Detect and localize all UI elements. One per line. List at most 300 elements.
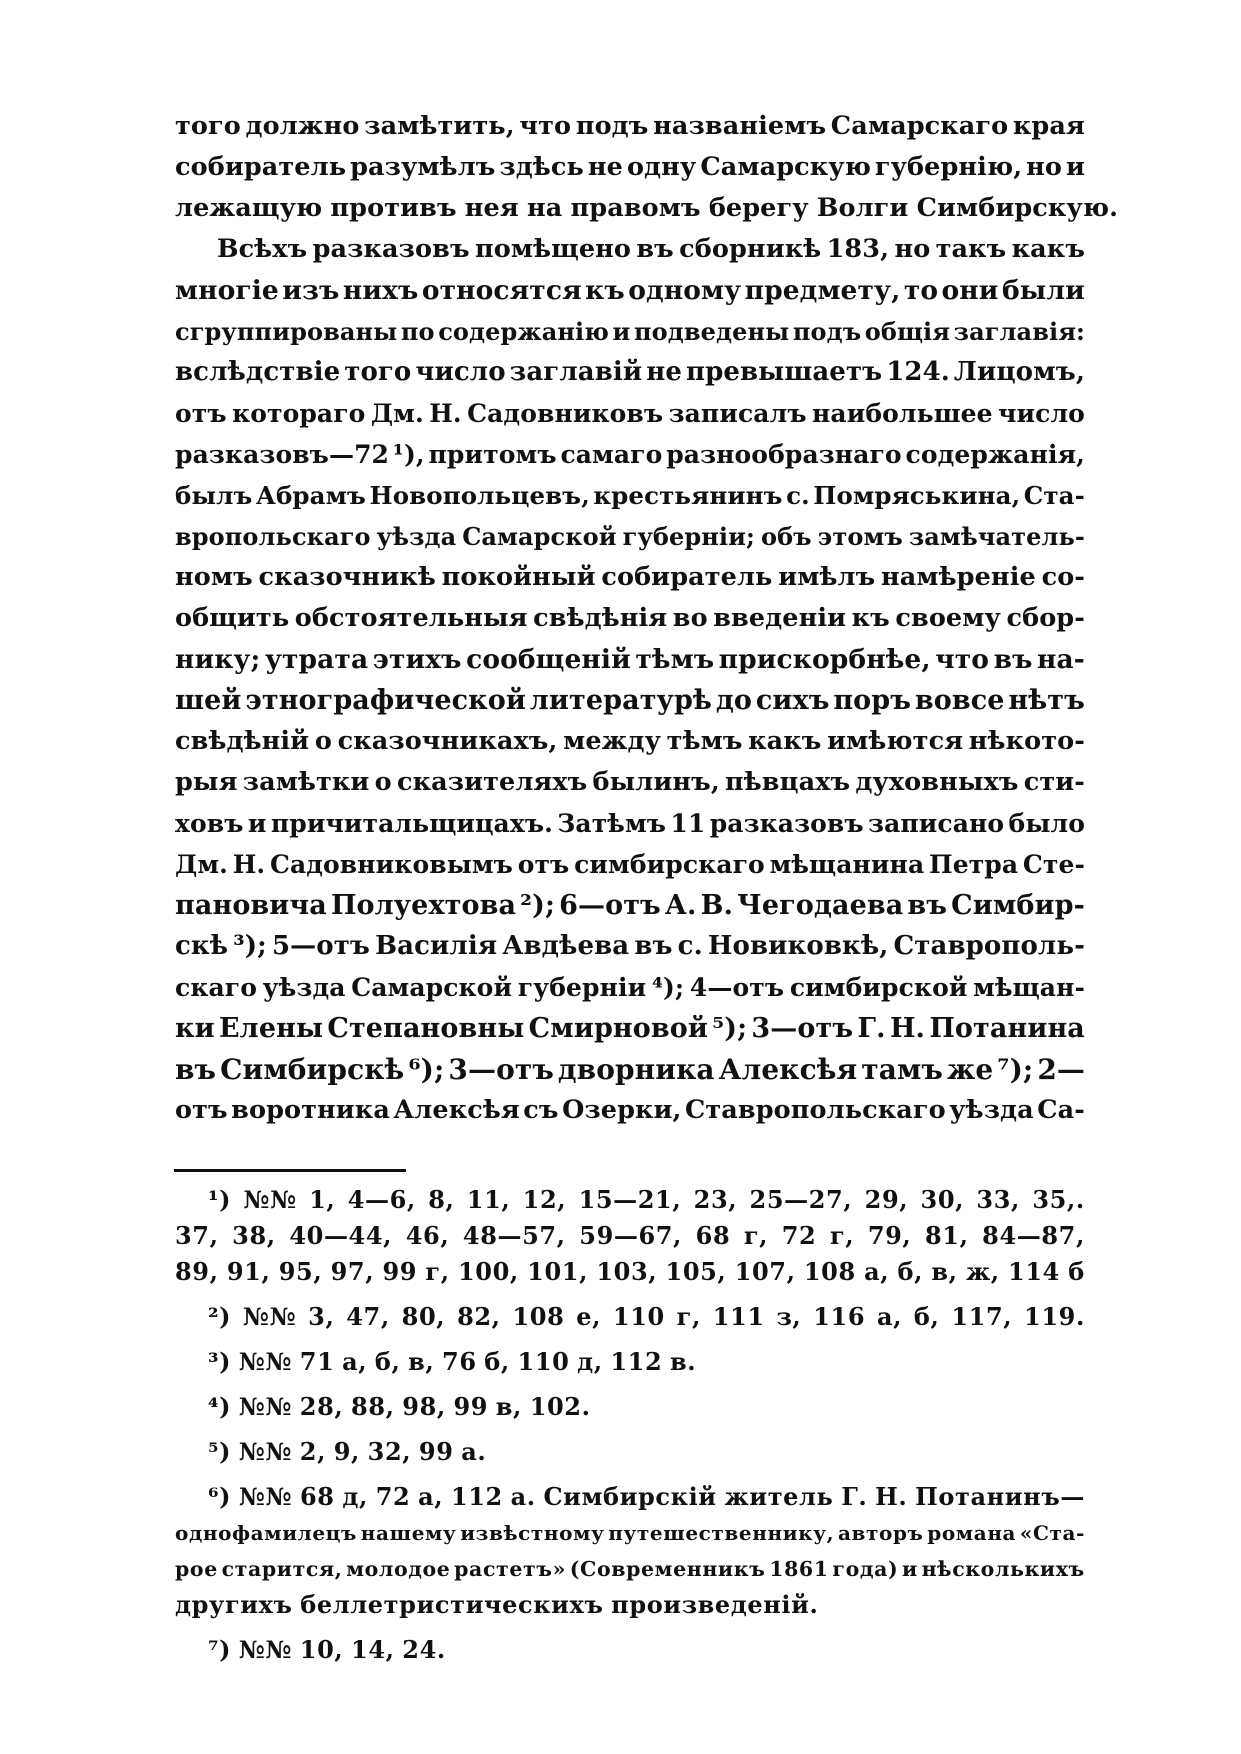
word: нашему	[360, 1521, 457, 1545]
word: до	[715, 685, 753, 716]
word: 3,	[308, 1302, 335, 1331]
word: 89,	[175, 1257, 219, 1286]
word: Н.	[889, 1013, 926, 1044]
word: 3—отъ	[448, 1053, 554, 1086]
word: 40—44,	[289, 1221, 393, 1250]
word: Затѣмъ	[557, 809, 667, 838]
word: края	[1012, 111, 1085, 141]
footnote-line	[175, 1299, 1085, 1335]
word: но	[1026, 152, 1063, 182]
footnote-gap	[175, 1380, 1085, 1389]
word: ³);	[233, 931, 267, 961]
word: Помряськина,	[813, 481, 1021, 510]
word: но	[894, 234, 931, 264]
word: (Современникъ	[569, 1557, 766, 1581]
text-line	[175, 680, 1085, 721]
text-line	[175, 639, 1085, 680]
word: 111	[712, 1302, 765, 1331]
word: въ	[993, 644, 1033, 675]
word: 35,.	[1032, 1185, 1085, 1214]
word: Самарскую	[700, 152, 871, 182]
footnote-line	[175, 1218, 1085, 1254]
text-line	[175, 434, 1085, 475]
word: между	[563, 726, 662, 756]
word: вслѣдствіе	[175, 357, 341, 387]
word: предмету,	[744, 275, 901, 306]
word: молодое	[346, 1557, 451, 1581]
word: ⁴)	[208, 1392, 232, 1421]
word: имѣлъ	[778, 562, 876, 592]
word: Симбирскую.	[916, 193, 1119, 223]
word: Потанинъ—	[915, 1482, 1085, 1511]
word: лежащую	[175, 193, 323, 223]
footnote-line	[175, 1551, 1085, 1587]
text-line	[175, 516, 1085, 557]
word: въ	[175, 1053, 217, 1086]
word: г,	[425, 1257, 450, 1286]
word: сказочникахъ,	[337, 726, 558, 756]
word: Петра	[928, 850, 1019, 879]
word: общить	[175, 603, 290, 633]
word: б,	[897, 1257, 924, 1286]
word: б	[1068, 1257, 1085, 1286]
word: 105,	[665, 1257, 727, 1286]
word: ⁷)	[208, 1635, 232, 1664]
text-line	[175, 475, 1085, 516]
word: названіемъ	[653, 111, 827, 141]
word: разказовъ	[312, 234, 470, 264]
word: Дм.	[175, 850, 228, 879]
word: с.	[786, 481, 810, 510]
word: 1861	[769, 1557, 829, 1581]
word: объ	[760, 522, 812, 551]
footnote-line	[175, 1434, 1085, 1470]
word: а,	[864, 1257, 890, 1286]
word: извѣстному	[460, 1521, 605, 1545]
word: 12,	[522, 1185, 567, 1214]
word: собиратель	[601, 562, 773, 592]
word: самаго	[560, 440, 663, 469]
word: Н.	[232, 850, 266, 879]
text-line	[175, 270, 1085, 311]
word: а.	[510, 1482, 536, 1511]
footnote-line	[175, 1182, 1085, 1218]
word: прискорбнѣе,	[718, 644, 931, 675]
word: А.	[664, 890, 697, 921]
word: 76	[442, 1347, 477, 1376]
word: превышаетъ	[685, 357, 883, 387]
word: рое	[175, 1557, 218, 1581]
word: сихъ	[755, 685, 830, 716]
word: свѣдѣній	[175, 726, 310, 756]
word: такъ	[935, 234, 1007, 264]
footnote-line	[175, 1344, 1085, 1380]
word: 33,	[976, 1185, 1020, 1214]
word: ⁶);	[408, 1053, 445, 1086]
text-line	[175, 926, 1085, 967]
word: Смирновой	[528, 1013, 708, 1044]
word: не	[587, 152, 623, 182]
word: подведены	[633, 317, 790, 346]
word: 4—отъ	[689, 973, 785, 1002]
word: о	[314, 726, 332, 756]
word: литературѣ	[529, 685, 713, 716]
word: покойный	[441, 562, 596, 592]
word: отъ	[517, 850, 570, 879]
word: б,	[374, 1347, 401, 1376]
word: 46,	[405, 1221, 450, 1250]
word: 15—21,	[578, 1185, 682, 1214]
word: в.	[669, 1347, 697, 1376]
word: духовныхъ	[855, 767, 1019, 797]
word: подъ	[575, 111, 649, 141]
word: этнографической	[245, 685, 526, 716]
word: 9,	[333, 1437, 360, 1466]
word: противъ	[330, 193, 457, 223]
word: скаго	[175, 973, 257, 1002]
word: замѣчатель-	[908, 522, 1085, 551]
word: 116	[813, 1302, 866, 1331]
word: 114	[1008, 1257, 1060, 1286]
word: нѣкото-	[968, 726, 1085, 756]
word: 2—	[1037, 1053, 1085, 1086]
word: 71	[299, 1347, 335, 1376]
word: ²);	[520, 890, 556, 921]
word: тамъ	[861, 1053, 943, 1086]
text-line	[175, 352, 1085, 393]
footnote-line	[175, 1587, 1085, 1623]
word: б,	[913, 1302, 940, 1331]
word: сборникѣ	[679, 234, 822, 264]
word: В.	[700, 890, 734, 921]
word: скѣ	[175, 931, 229, 961]
word: 28,	[299, 1392, 344, 1421]
word: какъ	[748, 726, 822, 756]
word: тѣмъ	[635, 644, 715, 675]
word: ³)	[208, 1347, 232, 1376]
footnote-separator-rule	[174, 1169, 406, 1172]
word: нику;	[175, 644, 261, 675]
word: 95,	[278, 1257, 323, 1286]
word: по	[400, 317, 435, 346]
text-line	[175, 106, 1085, 147]
word: что	[519, 111, 572, 141]
word: крестьянинъ	[593, 481, 783, 510]
word: е,	[576, 1302, 602, 1331]
word: воротника	[231, 1095, 390, 1125]
word: с.	[677, 931, 703, 961]
word: на-	[1037, 644, 1085, 675]
word: отъ	[175, 399, 227, 428]
word: 59—67,	[579, 1221, 683, 1250]
word: 68	[299, 1482, 335, 1511]
word: 108	[512, 1302, 565, 1331]
word: Ставропольскаго	[685, 1095, 946, 1125]
word: Симбирскій	[543, 1482, 717, 1511]
word: губернію,	[874, 152, 1023, 182]
word: 30,	[920, 1185, 965, 1214]
word: утрата	[264, 644, 369, 675]
word: 6—отъ	[559, 890, 661, 921]
word: обстоятельныя	[294, 603, 528, 633]
word: 99	[418, 1437, 454, 1466]
word: помѣщено	[474, 234, 632, 264]
word: Самарской	[351, 973, 513, 1002]
text-line	[175, 1090, 1085, 1131]
word: Всѣхъ	[217, 234, 308, 264]
word: г,	[743, 1221, 769, 1250]
word: старится,	[221, 1557, 343, 1581]
word: во	[672, 603, 708, 633]
footnote-gap	[175, 1425, 1085, 1434]
word: «Ста-	[1019, 1521, 1085, 1545]
word: №№	[238, 1482, 293, 1511]
word: записано	[868, 809, 1005, 838]
word: берегу	[708, 193, 809, 223]
text-line	[175, 598, 1085, 639]
word: 48—57,	[462, 1221, 566, 1250]
word: 5—отъ	[271, 931, 370, 961]
word: многіе	[175, 275, 279, 306]
word: то	[903, 275, 939, 306]
word: 11,	[466, 1185, 511, 1214]
word: 1,	[309, 1185, 336, 1214]
word: общія	[864, 317, 951, 346]
word: Чегодаева	[737, 890, 904, 921]
word: вовсе	[914, 685, 1005, 716]
word: разумѣлъ	[350, 152, 496, 182]
word: шей	[175, 685, 242, 716]
word: не	[646, 357, 682, 387]
word: 24.	[402, 1635, 446, 1664]
word: Г.	[857, 1013, 886, 1044]
word: 108	[803, 1257, 856, 1286]
word: однофамилецъ	[175, 1521, 357, 1545]
word: 99	[453, 1392, 489, 1421]
word: того	[344, 357, 412, 387]
word: нея	[464, 193, 519, 223]
text-line	[175, 393, 1085, 434]
word: ж,	[965, 1257, 1000, 1286]
word: собиратель	[175, 152, 347, 182]
word: нѣтъ	[1008, 685, 1085, 716]
footnote-gap	[175, 1623, 1085, 1632]
word: №№	[238, 1347, 293, 1376]
word: записалъ	[668, 399, 807, 428]
word: замѣтить,	[364, 111, 515, 141]
word: 29,	[864, 1185, 909, 1214]
word: и	[612, 317, 631, 346]
word: того	[175, 111, 241, 141]
word: 183,	[826, 234, 890, 264]
word: нѣсколькихъ	[921, 1557, 1085, 1581]
word: 100,	[458, 1257, 519, 1286]
word: произведеній.	[611, 1590, 819, 1619]
word: ⁶)	[208, 1482, 232, 1511]
word: в,	[408, 1347, 435, 1376]
word: ⁵)	[208, 1437, 232, 1466]
word: Новопольцевъ,	[369, 481, 590, 510]
word: причитальщицахъ.	[270, 809, 553, 838]
word: №№	[238, 1437, 293, 1466]
word: 91,	[226, 1257, 271, 1286]
word: было	[1008, 809, 1085, 838]
word: были	[1001, 275, 1085, 306]
word: былинъ,	[592, 767, 720, 797]
text-line	[175, 762, 1085, 803]
word: а,	[342, 1347, 368, 1376]
footnote-gap	[175, 1470, 1085, 1479]
word: Волги	[816, 193, 909, 223]
word: намѣреніе	[881, 562, 1036, 592]
word: и	[247, 809, 267, 838]
word: притомъ	[428, 440, 557, 469]
word: Са-	[1037, 1095, 1085, 1125]
word: 82,	[457, 1302, 501, 1331]
word: этихъ	[372, 644, 462, 675]
word: 97,	[330, 1257, 375, 1286]
word: имѣются	[827, 726, 964, 756]
text-line	[175, 557, 1085, 598]
word: житель	[724, 1482, 834, 1511]
word: здѣсь	[499, 152, 584, 182]
word: своему	[895, 603, 1001, 633]
word: сгруппированы	[175, 317, 398, 346]
footnote-line	[175, 1254, 1085, 1290]
word: съ	[523, 1095, 559, 1125]
word: былъ	[175, 481, 253, 510]
word: 110	[612, 1302, 665, 1331]
word: ховъ	[175, 809, 244, 838]
word: со-	[1041, 562, 1085, 592]
word: содержанію	[438, 317, 609, 346]
word: г,	[829, 1221, 855, 1250]
text-line	[175, 885, 1085, 926]
word: Потанина	[929, 1013, 1085, 1044]
text-line	[175, 229, 1085, 270]
word: Алексѣя	[393, 1095, 520, 1125]
word: Н.	[875, 1482, 908, 1511]
word: д,	[577, 1347, 603, 1376]
word: 112	[610, 1347, 663, 1376]
word: свѣдѣнія	[533, 603, 668, 633]
word: 68	[695, 1221, 731, 1250]
word: что	[935, 644, 990, 675]
word: въ	[636, 234, 674, 264]
text-line	[175, 311, 1085, 352]
word: 3—отъ	[751, 1013, 854, 1044]
word: 8,	[428, 1185, 455, 1214]
word: мѣщанина	[769, 850, 925, 879]
word: сбор-	[1006, 603, 1085, 633]
word: Ставрополь-	[893, 931, 1085, 961]
footnote-line	[175, 1515, 1085, 1551]
word: разказовъ	[709, 809, 864, 838]
word: Лицомъ,	[953, 357, 1085, 387]
word: къ	[585, 275, 625, 306]
word: же	[946, 1053, 994, 1086]
word: вропольскаго	[175, 522, 371, 551]
word: Дм.	[370, 399, 424, 428]
text-line	[175, 803, 1085, 844]
word: мѣщан-	[973, 973, 1085, 1002]
word: число	[998, 399, 1085, 428]
word: тѣмъ	[666, 726, 743, 756]
word: Степановны	[327, 1013, 525, 1044]
word: растетъ»	[454, 1557, 567, 1581]
word: пановича	[175, 890, 327, 921]
word: 38,	[232, 1221, 276, 1250]
word: сказителяхъ	[396, 767, 588, 797]
word: содержанія,	[905, 440, 1085, 469]
word: ²)	[208, 1302, 232, 1331]
word: ⁴);	[651, 973, 685, 1002]
word: а,	[418, 1482, 444, 1511]
word: 11	[670, 809, 706, 838]
word: нихъ	[342, 275, 419, 306]
footnote-gap	[175, 1335, 1085, 1344]
word: заглавій	[509, 357, 643, 387]
text-line	[175, 967, 1085, 1008]
text-line	[175, 1049, 1085, 1090]
word: должно	[245, 111, 360, 141]
word: 117,	[951, 1302, 1013, 1331]
word: б,	[484, 1347, 510, 1376]
word: Садовниковъ	[467, 399, 664, 428]
text-line	[175, 844, 1085, 885]
word: Абрамъ	[255, 481, 366, 510]
word: уѣзда	[376, 522, 457, 551]
word: з,	[776, 1302, 802, 1331]
word: беллетристическихъ	[300, 1590, 604, 1619]
word: №№	[238, 1392, 293, 1421]
word: 10,	[299, 1635, 344, 1664]
text-line	[175, 1008, 1085, 1049]
word: Василія	[375, 931, 498, 961]
word: число	[415, 357, 506, 387]
word: в,	[495, 1392, 523, 1421]
text-line	[175, 721, 1085, 762]
word: заглавія:	[953, 317, 1085, 346]
word: Самарскаго	[830, 111, 1009, 141]
word: 2,	[299, 1437, 327, 1466]
word: номъ	[175, 562, 253, 592]
word: 101,	[527, 1257, 589, 1286]
word: поръ	[833, 685, 912, 716]
word: замѣтки	[242, 767, 370, 797]
word: 32,	[367, 1437, 412, 1466]
word: сти-	[1023, 767, 1085, 797]
word: 103,	[596, 1257, 658, 1286]
word: правомъ	[570, 193, 701, 223]
word: 81,	[925, 1221, 969, 1250]
word: Г.	[841, 1482, 868, 1511]
word: и	[902, 1557, 918, 1581]
word: этомъ	[817, 522, 903, 551]
footnote-line	[175, 1632, 1085, 1668]
word: Алексѣя	[718, 1053, 858, 1086]
word: 4—6,	[347, 1185, 416, 1214]
word: одному	[628, 275, 742, 306]
word: подъ	[792, 317, 862, 346]
word: о	[374, 767, 392, 797]
word: 88,	[351, 1392, 395, 1421]
word: 47,	[346, 1302, 390, 1331]
word: Полуехтова	[330, 890, 517, 921]
text-line	[175, 188, 1119, 229]
word: №№	[242, 1302, 297, 1331]
word: одну	[626, 152, 697, 182]
